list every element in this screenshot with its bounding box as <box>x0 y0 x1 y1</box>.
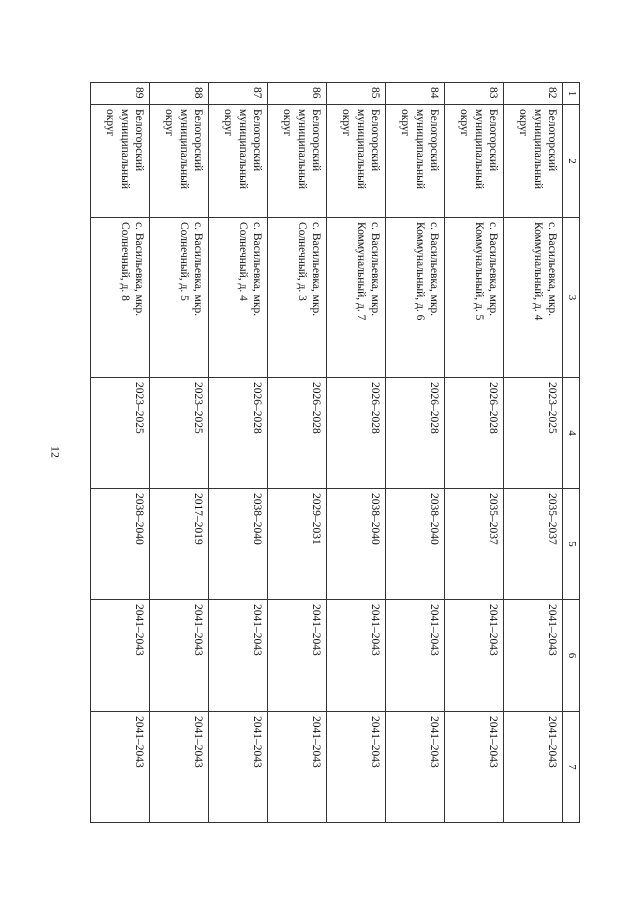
period-cell-col4: 2023–2025 <box>150 378 209 489</box>
period-cell-col7: 2041–2043 <box>209 712 268 823</box>
address-cell: с. Васильевка, мкр. Солнечный, д. 4 <box>209 218 268 378</box>
table-row <box>150 83 209 823</box>
period-cell-col5: 2038–2040 <box>91 489 150 600</box>
district-cell: Белогорский муниципальный округ <box>209 105 268 218</box>
period-cell-col4: 2026–2028 <box>386 378 445 489</box>
period-cell-col4: 2026–2028 <box>209 378 268 489</box>
period-cell-col5: 2035–2037 <box>504 489 563 600</box>
period-cell-col5: 2035–2037 <box>445 489 504 600</box>
row-number-cell: 86 <box>268 83 327 105</box>
district-cell: Белогорский муниципальный округ <box>268 105 327 218</box>
period-cell-col6: 2041–2043 <box>327 600 386 712</box>
address-cell: с. Васильевка, мкр. Солнечный, д. 5 <box>150 218 209 378</box>
row-number-cell: 84 <box>386 83 445 105</box>
period-cell-col7: 2041–2043 <box>91 712 150 823</box>
period-cell-col7: 2041–2043 <box>327 712 386 823</box>
period-cell-col7: 2041–2043 <box>445 712 504 823</box>
address-cell: с. Васильевка, мкр. Коммунальный, д. 7 <box>327 218 386 378</box>
period-cell-col6: 2041–2043 <box>445 600 504 712</box>
period-cell-col5: 2017–2019 <box>150 489 209 600</box>
period-cell-col6: 2041–2043 <box>91 600 150 712</box>
period-cell-col7: 2041–2043 <box>386 712 445 823</box>
table-row <box>445 83 504 823</box>
address-cell: с. Васильевка, мкр. Солнечный, д. 8 <box>91 218 150 378</box>
period-cell-col6: 2041–2043 <box>386 600 445 712</box>
address-cell: с. Васильевка, мкр. Коммунальный, д. 4 <box>504 218 563 378</box>
period-cell-col5: 2038–2040 <box>386 489 445 600</box>
period-cell-col7: 2041–2043 <box>150 712 209 823</box>
header-row <box>563 83 580 823</box>
header-cell: 2 <box>563 105 580 218</box>
header-cell: 4 <box>563 378 580 489</box>
period-cell-col7: 2041–2043 <box>504 712 563 823</box>
table-row <box>386 83 445 823</box>
table-row <box>209 83 268 823</box>
district-cell: Белогорский муниципальный округ <box>150 105 209 218</box>
period-cell-col4: 2026–2028 <box>268 378 327 489</box>
district-cell: Белогорский муниципальный округ <box>504 105 563 218</box>
row-number-cell: 83 <box>445 83 504 105</box>
address-cell: с. Васильевка, мкр. Коммунальный, д. 5 <box>445 218 504 378</box>
row-number-cell: 82 <box>504 83 563 105</box>
period-cell-col7: 2041–2043 <box>268 712 327 823</box>
header-cell: 3 <box>563 218 580 378</box>
period-cell-col5: 2038–2040 <box>327 489 386 600</box>
header-cell: 1 <box>563 83 580 105</box>
district-cell: Белогорский муниципальный округ <box>386 105 445 218</box>
table-row <box>504 83 563 823</box>
housing-register-table <box>90 82 580 823</box>
period-cell-col5: 2029–2031 <box>268 489 327 600</box>
period-cell-col5: 2038–2040 <box>209 489 268 600</box>
table-row <box>268 83 327 823</box>
row-number-cell: 88 <box>150 83 209 105</box>
page-number: 12 <box>48 446 63 458</box>
district-cell: Белогорский муниципальный округ <box>445 105 504 218</box>
period-cell-col4: 2026–2028 <box>445 378 504 489</box>
table-row <box>327 83 386 823</box>
header-cell: 6 <box>563 600 580 712</box>
row-number-cell: 85 <box>327 83 386 105</box>
period-cell-col6: 2041–2043 <box>209 600 268 712</box>
district-cell: Белогорский муниципальный округ <box>91 105 150 218</box>
row-number-cell: 87 <box>209 83 268 105</box>
period-cell-col4: 2023–2025 <box>504 378 563 489</box>
period-cell-col4: 2023–2025 <box>91 378 150 489</box>
table-row <box>91 83 150 823</box>
district-cell: Белогорский муниципальный округ <box>327 105 386 218</box>
address-cell: с. Васильевка, мкр. Солнечный, д. 3 <box>268 218 327 378</box>
header-cell: 5 <box>563 489 580 600</box>
header-cell: 7 <box>563 712 580 823</box>
period-cell-col4: 2026–2028 <box>327 378 386 489</box>
period-cell-col6: 2041–2043 <box>268 600 327 712</box>
address-cell: с. Васильевка, мкр. Коммунальный, д. 6 <box>386 218 445 378</box>
period-cell-col6: 2041–2043 <box>504 600 563 712</box>
period-cell-col6: 2041–2043 <box>150 600 209 712</box>
rotated-table-container <box>104 82 580 822</box>
row-number-cell: 89 <box>91 83 150 105</box>
